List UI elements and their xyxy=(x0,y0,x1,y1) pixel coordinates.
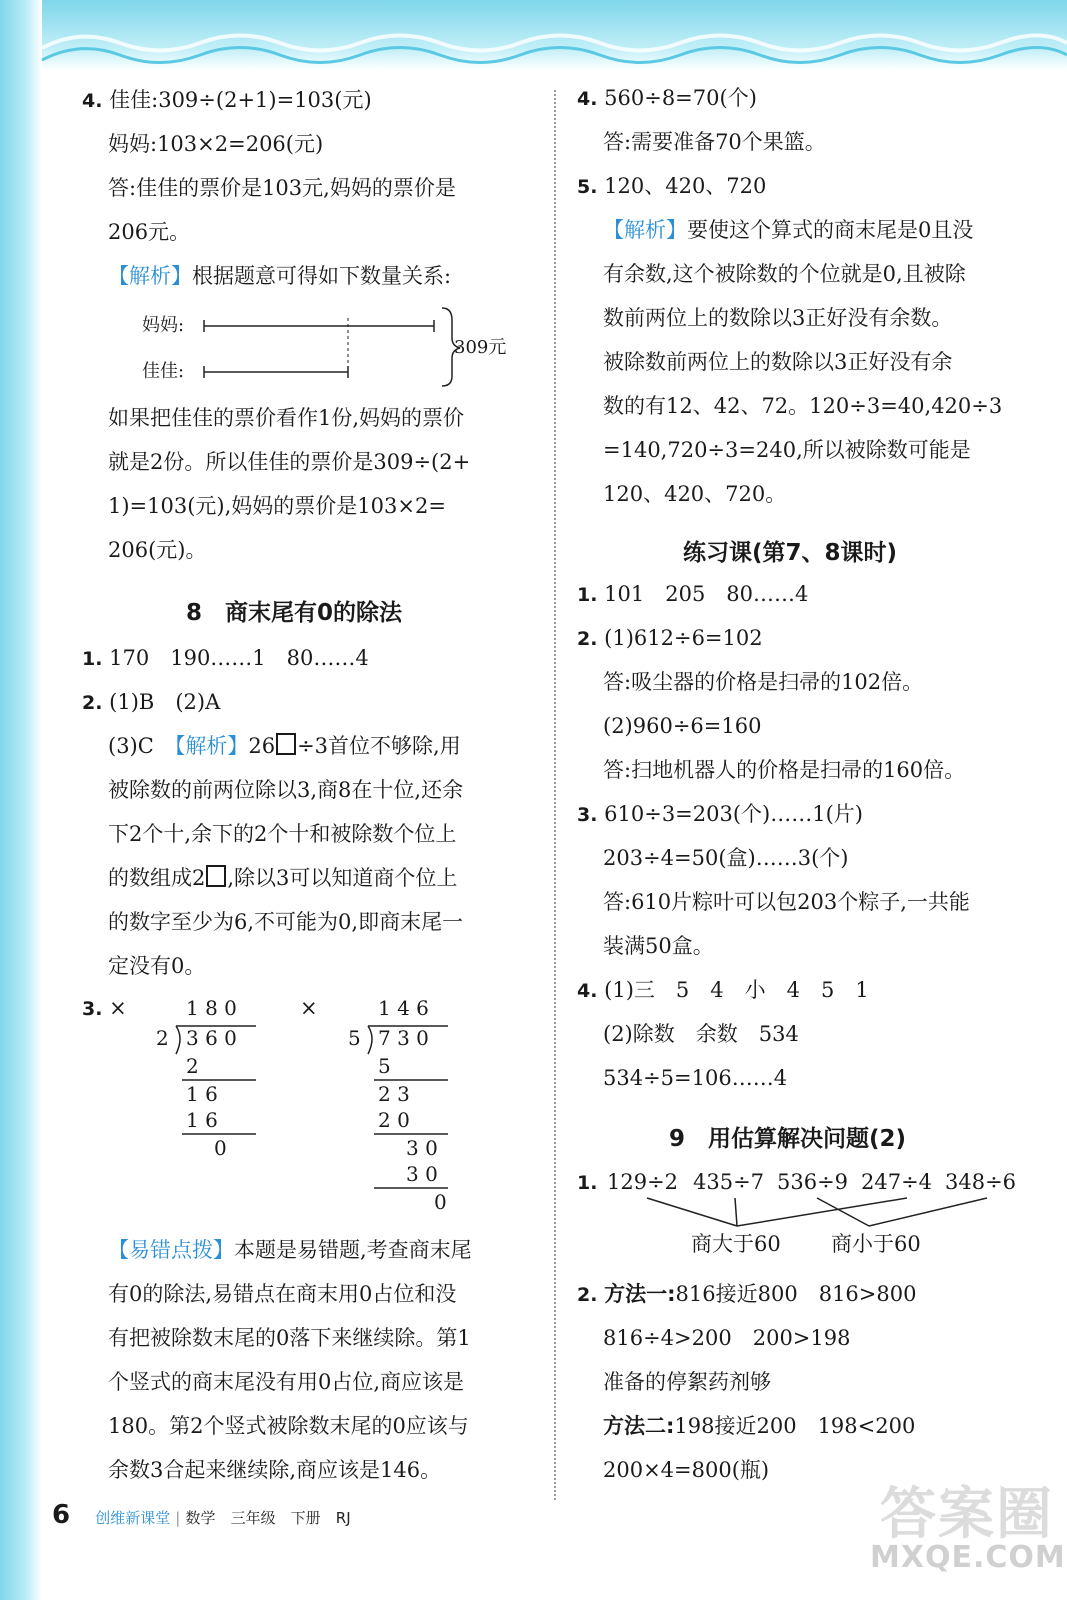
category-big: 商大于60 xyxy=(691,1232,781,1256)
analysis-line: 数的有12、42、72。120÷3=40,420÷3 xyxy=(603,394,1003,418)
long-division-1 xyxy=(152,996,272,1166)
ld-lines xyxy=(344,996,464,1226)
analysis-line: 余数3合起来继续除,商应该是146。 xyxy=(108,1458,442,1482)
analysis-line: 就是2份。所以佳佳的票价是309÷(2+ xyxy=(108,450,471,474)
section-title-9: 9 用估算解决问题(2) xyxy=(669,1126,907,1152)
answer-line: 3. 610÷3=203(个)……1(片) xyxy=(577,802,863,826)
watermark-text: 答案圈 xyxy=(880,1482,1054,1547)
matching-lines xyxy=(607,1168,1047,1258)
estimate-item: 129÷2 xyxy=(607,1170,679,1194)
ld-divisor: 5 xyxy=(348,1026,361,1050)
answer-line: 200×4=800(瓶) xyxy=(603,1458,770,1482)
answer-line: 准备的停絮药剂够 xyxy=(603,1370,771,1394)
ld-row: 3 0 xyxy=(406,1162,438,1186)
answer-line: 2. (1)B (2)A xyxy=(82,690,221,714)
ld-row: 0 xyxy=(214,1136,227,1160)
answer-line: 答:佳佳的票价是103元,妈妈的票价是 xyxy=(108,176,456,200)
analysis-line: =140,720÷3=240,所以被除数可能是 xyxy=(603,438,971,462)
analysis-tag: 【解析】 xyxy=(108,264,192,288)
analysis-line: 有余数,这个被除数的个位就是0,且被除 xyxy=(603,262,966,286)
ld-divisor: 2 xyxy=(156,1026,169,1050)
volume: 下册 xyxy=(290,1509,321,1527)
answer-line: 妈妈:103×2=206(元) xyxy=(108,132,324,156)
ld-row: 0 xyxy=(434,1190,447,1214)
answer-line: 203÷4=50(盒)……3(个) xyxy=(603,846,849,870)
subject: 数学 xyxy=(185,1509,216,1527)
answer-line: 4. (1)三 5 4 小 4 5 1 xyxy=(577,978,869,1002)
analysis-line: 有0的除法,易错点在商末用0占位和没 xyxy=(108,1282,457,1306)
section-title-practice: 练习课(第7、8课时) xyxy=(683,540,898,566)
answer-line: (2)除数 余数 534 xyxy=(603,1022,799,1046)
analysis-line: 被除数前两位上的数除以3正好没有余 xyxy=(603,350,953,374)
estimate-item: 348÷6 xyxy=(945,1170,1017,1194)
answer-line: 4. 佳佳:309÷(2+1)=103(元) xyxy=(82,88,372,112)
ld-dividend: 3 6 0 xyxy=(186,1026,237,1050)
diagram-total: 309元 xyxy=(454,337,507,358)
ld-quotient: 1 4 6 xyxy=(378,996,429,1020)
grade: 三年级 xyxy=(230,1509,276,1527)
page-footer: 6 创维新课堂 | 数学 三年级 下册 RJ xyxy=(52,1500,351,1530)
wave-ornament xyxy=(0,0,1067,80)
answer-line: 1. 101 205 80……4 xyxy=(577,582,809,606)
answer-line: 534÷5=106……4 xyxy=(603,1066,788,1090)
answer-line: 2. 方法一:816接近800 816>800 xyxy=(577,1282,917,1306)
answer-line: 1. xyxy=(577,1172,598,1194)
blank-box xyxy=(276,733,296,755)
estimate-matching xyxy=(607,1168,1047,1258)
diagram-label-mama: 妈妈: xyxy=(142,315,185,336)
analysis-line: 有把被除数末尾的0落下来继续除。第1 xyxy=(108,1326,471,1350)
analysis-tag: 【解析】 xyxy=(603,218,687,242)
analysis-line: 【解析】根据题意可得如下数量关系: xyxy=(108,264,452,288)
diagram-label-jiajia: 佳佳: xyxy=(142,361,185,382)
analysis-line: 【易错点拨】本题是易错题,考查商末尾 xyxy=(108,1238,472,1262)
analysis-line: (3)C 【解析】26 ÷3首位不够除,用 xyxy=(108,734,461,758)
ld-quotient: 1 8 0 xyxy=(186,996,237,1020)
analysis-line: 被除数的前两位除以3,商8在十位,还余 xyxy=(108,778,464,802)
answer-line: 2. (1)612÷6=102 xyxy=(577,626,763,650)
ld-row: 2 xyxy=(186,1054,199,1078)
answer-line: 4. 560÷8=70(个) xyxy=(577,86,757,110)
answer-line: 答:扫地机器人的价格是扫帚的160倍。 xyxy=(603,758,966,782)
analysis-line: 【解析】要使这个算式的商末尾是0且没 xyxy=(603,218,974,242)
page-body xyxy=(42,70,1067,1600)
answer-line: 装满50盒。 xyxy=(603,934,714,958)
watermark-url: MXQE.COM xyxy=(870,1540,1066,1575)
analysis-line: 个竖式的商末尾没有用0占位,商应该是 xyxy=(108,1370,465,1394)
analysis-line: 120、420、720。 xyxy=(603,482,787,506)
answer-line: 816÷4>200 200>198 xyxy=(603,1326,851,1350)
ld-dividend: 7 3 0 xyxy=(378,1026,429,1050)
estimate-item: 435÷7 xyxy=(693,1170,765,1194)
analysis-line: 下2个十,余下的2个十和被除数个位上 xyxy=(108,822,457,846)
method-label: 方法一: xyxy=(604,1282,676,1306)
analysis-line: 1)=103(元),妈妈的票价是103×2= xyxy=(108,494,446,518)
segment-diagram xyxy=(142,300,507,390)
analysis-line: 定没有0。 xyxy=(108,954,206,978)
method-label: 方法二: xyxy=(603,1414,675,1438)
wrong-mark: × xyxy=(300,996,318,1020)
estimate-item: 247÷4 xyxy=(861,1170,933,1194)
ld-row: 2 3 xyxy=(378,1082,410,1106)
answer-line: 答:吸尘器的价格是扫帚的102倍。 xyxy=(603,670,924,694)
answer-line: 5. 120、420、720 xyxy=(577,174,767,198)
edition: RJ xyxy=(335,1509,351,1527)
analysis-line: 180。第2个竖式被除数末尾的0应该与 xyxy=(108,1414,469,1438)
answer-line: (2)960÷6=160 xyxy=(603,714,762,738)
segment-lines xyxy=(142,300,472,390)
analysis-line: 数前两位上的数除以3正好没有余数。 xyxy=(603,306,953,330)
answer-line: 答:需要准备70个果篮。 xyxy=(603,130,826,154)
analysis-tag: 【解析】 xyxy=(174,734,249,758)
left-decorative-border xyxy=(0,0,42,1600)
site-watermark xyxy=(870,1470,1066,1590)
ld-row: 5 xyxy=(378,1054,391,1078)
answer-line: 206元。 xyxy=(108,220,191,244)
answer-line: 3. × xyxy=(82,996,127,1020)
ld-row: 1 6 xyxy=(186,1082,218,1106)
ld-lines xyxy=(152,996,272,1166)
long-division-2 xyxy=(344,996,464,1214)
column-divider xyxy=(554,90,556,1500)
analysis-line: 如果把佳佳的票价看作1份,妈妈的票价 xyxy=(108,406,465,430)
ld-row: 1 6 xyxy=(186,1108,218,1132)
estimate-item: 536÷9 xyxy=(777,1170,849,1194)
page-number: 6 xyxy=(52,1500,71,1530)
analysis-line: 206(元)。 xyxy=(108,538,207,562)
analysis-line: 的数组成2 ,除以3可以知道商个位上 xyxy=(108,866,458,890)
error-tip-tag: 【易错点拨】 xyxy=(108,1238,234,1262)
answer-line: 答:610片粽叶可以包203个粽子,一共能 xyxy=(603,890,970,914)
category-small: 商小于60 xyxy=(831,1232,921,1256)
ld-row: 2 0 xyxy=(378,1108,410,1132)
ld-row: 3 0 xyxy=(406,1136,438,1160)
answer-line: 1. 170 190……1 80……4 xyxy=(82,646,369,670)
blank-box xyxy=(206,865,226,887)
brand-name: 创维新课堂 xyxy=(95,1509,171,1527)
answer-line: 方法二:198接近200 198<200 xyxy=(603,1414,916,1438)
section-title-8: 8 商末尾有0的除法 xyxy=(186,600,403,626)
analysis-line: 的数字至少为6,不可能为0,即商末尾一 xyxy=(108,910,464,934)
